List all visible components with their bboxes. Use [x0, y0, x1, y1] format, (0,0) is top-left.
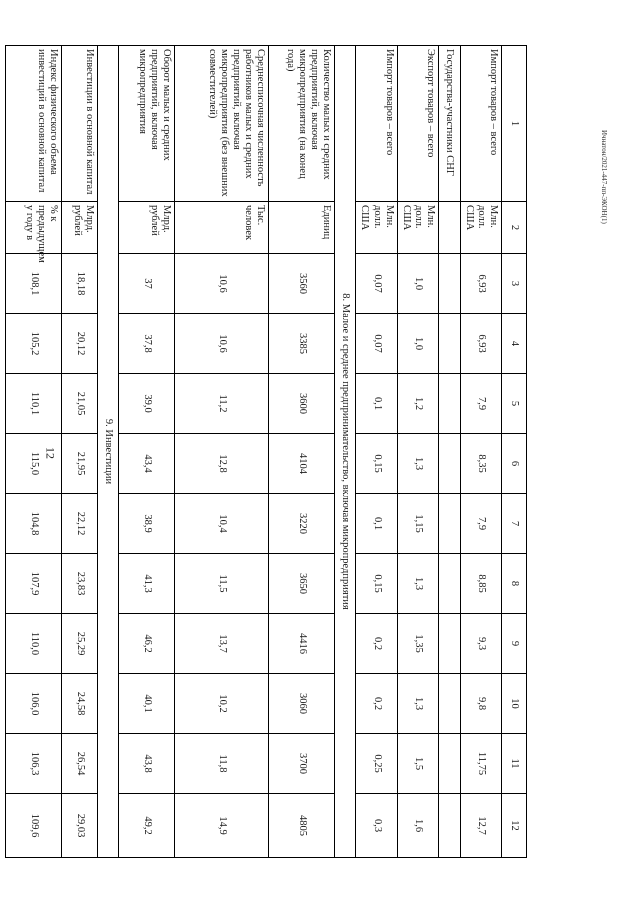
value-cell: 24,58	[62, 674, 98, 734]
table-header-row	[502, 46, 527, 858]
value-cell: 25,29	[62, 614, 98, 674]
unit-cell: % к предыдущем у году в	[6, 202, 62, 254]
value-cell: 3220	[269, 494, 335, 554]
value-cell: 39,0	[119, 374, 175, 434]
header-cell: 6	[502, 434, 527, 494]
value-cell: 4805	[269, 794, 335, 858]
value-cell: 11,5	[175, 554, 269, 614]
header-cell: 5	[502, 374, 527, 434]
value-cell: 11,75	[460, 734, 501, 794]
table-row	[119, 46, 175, 858]
section-title: 9. Инвестиции	[98, 46, 119, 858]
value-cell: 12,7	[460, 794, 501, 858]
empty-cell	[438, 674, 460, 734]
empty-cell	[438, 734, 460, 794]
indicator-label: Импорт товаров – всего	[356, 46, 397, 202]
value-cell: 21,05	[62, 374, 98, 434]
value-cell: 104,8	[6, 494, 62, 554]
value-cell: 106,0	[6, 674, 62, 734]
indicator-label: Оборот малых и средних предприятий, включая микропредприятия	[119, 46, 175, 202]
value-cell: 0,1	[356, 374, 397, 434]
value-cell: 21,95	[62, 434, 98, 494]
value-cell: 10,4	[175, 494, 269, 554]
value-cell: 11,8	[175, 734, 269, 794]
value-cell: 0,15	[356, 434, 397, 494]
value-cell: 1,3	[397, 554, 438, 614]
value-cell: 3700	[269, 734, 335, 794]
value-cell: 0,25	[356, 734, 397, 794]
page-number: 12	[43, 447, 58, 459]
indicator-label: Экспорт товаров – всего	[397, 46, 438, 202]
value-cell: 1,0	[397, 314, 438, 374]
value-cell: 46,2	[119, 614, 175, 674]
unit-cell: Млн. долл. США	[397, 202, 438, 254]
value-cell: 10,6	[175, 314, 269, 374]
section-title: 8. Малое и среднее предпринимательство, включая микропредприятия	[335, 46, 356, 858]
value-cell: 0,07	[356, 314, 397, 374]
value-cell: 6,93	[460, 254, 501, 314]
document-code: Ичнатон/2021-447-пп-ЭКОН(1)	[600, 130, 608, 224]
value-cell: 3600	[269, 374, 335, 434]
empty-cell	[438, 374, 460, 434]
value-cell: 43,8	[119, 734, 175, 794]
value-cell: 1,3	[397, 674, 438, 734]
value-cell: 9,8	[460, 674, 501, 734]
value-cell: 26,54	[62, 734, 98, 794]
table-row	[6, 46, 62, 858]
indicator-label: Количество малых и средних предприятий, включая микропредприятия (на конец года)	[269, 46, 335, 202]
indicator-label: Среднесписочная численность работников малых и средних предприятий, включая микропредприятия (без внешних совместителей)	[175, 46, 269, 202]
value-cell: 1,2	[397, 374, 438, 434]
value-cell: 0,2	[356, 674, 397, 734]
empty-cell	[438, 494, 460, 554]
value-cell: 3650	[269, 554, 335, 614]
value-cell: 22,12	[62, 494, 98, 554]
value-cell: 29,03	[62, 794, 98, 858]
value-cell: 4416	[269, 614, 335, 674]
header-cell: 8	[502, 554, 527, 614]
value-cell: 9,3	[460, 614, 501, 674]
value-cell: 7,9	[460, 374, 501, 434]
table-row	[62, 46, 98, 858]
value-cell: 37,8	[119, 314, 175, 374]
header-cell: 10	[502, 674, 527, 734]
value-cell: 1,0	[397, 254, 438, 314]
value-cell: 37	[119, 254, 175, 314]
value-cell: 7,9	[460, 494, 501, 554]
value-cell: 11,2	[175, 374, 269, 434]
unit-cell: Млн. долл. США	[356, 202, 397, 254]
value-cell: 109,6	[6, 794, 62, 858]
section-row	[335, 46, 356, 858]
value-cell: 110,0	[6, 614, 62, 674]
header-cell: 4	[502, 314, 527, 374]
header-cell: 3	[502, 254, 527, 314]
value-cell: 4104	[269, 434, 335, 494]
value-cell: 0,07	[356, 254, 397, 314]
value-cell: 1,3	[397, 434, 438, 494]
value-cell: 43,4	[119, 434, 175, 494]
table-body	[6, 46, 527, 858]
value-cell: 0,1	[356, 494, 397, 554]
empty-cell	[438, 202, 460, 254]
value-cell: 3560	[269, 254, 335, 314]
table-row	[175, 46, 269, 858]
value-cell: 0,2	[356, 614, 397, 674]
value-cell: 18,18	[62, 254, 98, 314]
header-cell: 11	[502, 734, 527, 794]
table-row	[269, 46, 335, 858]
unit-cell: Единиц	[269, 202, 335, 254]
table-row	[356, 46, 397, 858]
value-cell: 0,15	[356, 554, 397, 614]
table-row	[460, 46, 501, 858]
value-cell: 0,3	[356, 794, 397, 858]
value-cell: 12,8	[175, 434, 269, 494]
value-cell: 105,2	[6, 314, 62, 374]
value-cell: 49,2	[119, 794, 175, 858]
indicator-table	[5, 45, 527, 858]
rotated-table-container	[24, 45, 527, 857]
table-row	[397, 46, 438, 858]
empty-cell	[438, 614, 460, 674]
value-cell: 23,83	[62, 554, 98, 614]
value-cell: 107,9	[6, 554, 62, 614]
unit-cell: Млрд. рублей	[62, 202, 98, 254]
empty-cell	[438, 434, 460, 494]
empty-cell	[438, 794, 460, 858]
value-cell: 40,1	[119, 674, 175, 734]
value-cell: 1,15	[397, 494, 438, 554]
value-cell: 1,5	[397, 734, 438, 794]
value-cell: 10,2	[175, 674, 269, 734]
header-cell: 12	[502, 794, 527, 858]
value-cell: 8,85	[460, 554, 501, 614]
value-cell: 20,12	[62, 314, 98, 374]
value-cell: 1,35	[397, 614, 438, 674]
value-cell: 10,6	[175, 254, 269, 314]
value-cell: 6,93	[460, 314, 501, 374]
value-cell: 3060	[269, 674, 335, 734]
value-cell: 110,1	[6, 374, 62, 434]
value-cell: 38,9	[119, 494, 175, 554]
value-cell: 14,9	[175, 794, 269, 858]
indicator-label: Инвестиции в основной капитал	[62, 46, 98, 202]
unit-cell: Тыс. человек	[175, 202, 269, 254]
group-row	[438, 46, 460, 858]
unit-cell: Млн. долл. США	[460, 202, 501, 254]
indicator-label: Импорт товаров – всего	[460, 46, 501, 202]
value-cell: 108,1	[6, 254, 62, 314]
value-cell: 13,7	[175, 614, 269, 674]
empty-cell	[438, 254, 460, 314]
empty-cell	[438, 314, 460, 374]
value-cell: 115,0	[6, 434, 62, 494]
section-row	[98, 46, 119, 858]
empty-cell	[438, 554, 460, 614]
indicator-label: Индекс физического объема инвестиций в основной капитал	[6, 46, 62, 202]
header-cell: 7	[502, 494, 527, 554]
unit-cell: Млрд. рублей	[119, 202, 175, 254]
value-cell: 106,3	[6, 734, 62, 794]
header-cell: 2	[502, 202, 527, 254]
value-cell: 41,3	[119, 554, 175, 614]
value-cell: 3385	[269, 314, 335, 374]
table-wrapper	[24, 45, 521, 838]
header-cell: 9	[502, 614, 527, 674]
value-cell: 8,35	[460, 434, 501, 494]
value-cell: 1,6	[397, 794, 438, 858]
header-cell: 1	[502, 46, 527, 202]
group-label: Государства-участники СНГ	[438, 46, 460, 202]
